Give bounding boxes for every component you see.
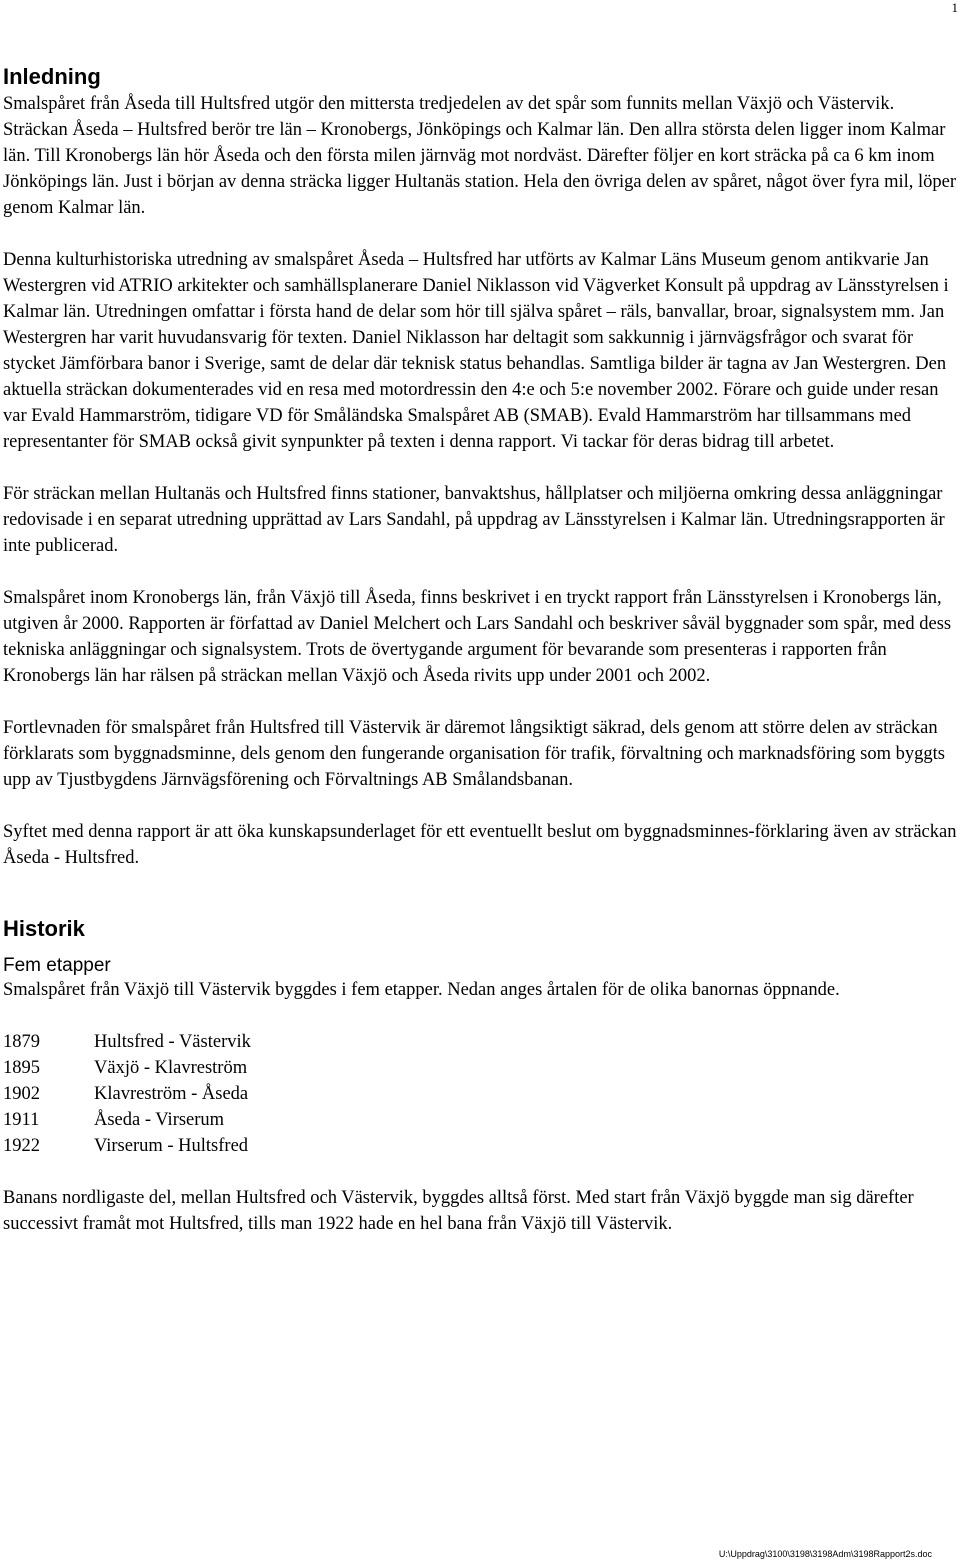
footer-file-path: U:\Uppdrag\3100\3198\3198Adm\3198Rapport2s.doc xyxy=(718,1549,932,1559)
inledning-paragraph-1: Smalspåret från Åseda till Hultsfred utgör den mittersta tredjedelen av det spår som funnits mellan Växjö och Västervik. Sträckan Åseda – Hultsfred berör tre län – Kronobergs, Jönköpings och Kalmar län. Den allra största delen ligger inom Kalmar län. Till Kronobergs län hör Åseda och den första milen järnväg mot nordväst. Därefter följer en kort sträcka på ca 6 km inom Jönköpings län. Just i början av denna sträcka ligger Hultanäs station. Hela den övriga delen av spåret, något över fyra mil, löper genom Kalmar län. xyxy=(3,94,956,218)
page-number: 1 xyxy=(951,0,958,15)
etapp-row xyxy=(3,1107,251,1133)
historik-intro: Smalspåret från Växjö till Västervik byggdes i fem etapper. Nedan anges årtalen för de olika banornas öppnande. xyxy=(3,980,840,1000)
etapp-year: 1911 xyxy=(3,1110,40,1130)
etapp-route: Växjö - Klavreström xyxy=(94,1058,248,1078)
section-heading-historik: Historik xyxy=(3,916,85,941)
etapp-year: 1902 xyxy=(3,1084,40,1104)
etapp-route: Hultsfred - Västervik xyxy=(94,1032,251,1052)
inledning-paragraph-4: Smalspåret inom Kronobergs län, från Växjö till Åseda, finns beskrivet i en tryckt rapport från Länsstyrelsen i Kronobergs län, utgiven år 2000. Rapporten är författad av Daniel Melchert och Lars Sandahl och beskriver såväl byggnader som spår, med dess tekniska anläggningar och signalsystem. Trots de övertygande argument för bevarande som presenteras i rapporten från Kronobergs län har rälsen på sträckan mellan Växjö och Åseda rivits upp under 2001 och 2002. xyxy=(3,588,952,686)
inledning-paragraph-3: För sträckan mellan Hultanäs och Hultsfred finns stationer, banvaktshus, hållplatser och miljöerna omkring dessa anläggningar redovisade i en separat utredning upprättad av Lars Sandahl, på uppdrag av Länsstyrelsen i Kalmar län. Utredningsrapporten är inte publicerad. xyxy=(3,484,945,556)
etapp-year: 1895 xyxy=(3,1058,40,1078)
document-body xyxy=(3,63,958,1237)
etapp-route: Åseda - Virserum xyxy=(94,1110,225,1130)
etapp-row xyxy=(3,1055,251,1081)
inledning-paragraph-2: Denna kulturhistoriska utredning av smalspåret Åseda – Hultsfred har utförts av Kalmar Läns Museum genom antikvarie Jan Westergren vid ATRIO arkitekter och samhällsplanerare Daniel Niklasson vid Vägverket Konsult på uppdrag av Länsstyrelsen i Kalmar län. Utredningen omfattar i första hand de delar som hör till själva spåret – räls, banvallar, broar, signalsystem mm. Jan Westergren har varit huvudansvarig för texten. Daniel Niklasson har deltagit som sakkunnig i järnvägsfrågor och svarat för stycket Jämförbara banor i Sverige, samt de delar där teknisk status behandlas. Samtliga bilder är tagna av Jan Westergren. Den aktuella sträckan dokumenterades vid en resa med motordressin den 4:e och 5:e november 2002. Förare och guide under resan var Evald Hammarström, tidigare VD för Småländska Smalspåret AB (SMAB). Evald Hammarström har tillsammans med representanter för SMAB också givit synpunkter på texten i denna rapport. Vi tackar för deras bidrag till arbetet. xyxy=(3,250,949,452)
etapp-route: Klavreström - Åseda xyxy=(94,1084,249,1104)
inledning-paragraph-6: Syftet med denna rapport är att öka kunskapsunderlaget för ett eventuellt beslut om byggnadsminnes-förklaring även av sträckan Åseda - Hultsfred. xyxy=(3,822,957,868)
etapp-route: Virserum - Hultsfred xyxy=(94,1136,249,1156)
etapp-row xyxy=(3,1081,251,1107)
historik-outro: Banans nordligaste del, mellan Hultsfred och Västervik, byggdes alltså först. Med start från Växjö byggde man sig därefter successivt framåt mot Hultsfred, tills man 1922 hade en hel bana från Växjö till Västervik. xyxy=(3,1188,914,1234)
etapp-year: 1879 xyxy=(3,1032,40,1052)
section-heading-inledning: Inledning xyxy=(3,64,101,89)
etapp-year: 1922 xyxy=(3,1136,40,1156)
etapp-row xyxy=(3,1029,251,1055)
subheading-fem-etapper: Fem etapper xyxy=(3,955,111,976)
etapp-table xyxy=(3,1029,251,1159)
inledning-paragraph-5: Fortlevnaden för smalspåret från Hultsfred till Västervik är däremot långsiktigt säkrad, dels genom att större delen av sträckan förklarats som byggnadsminne, dels genom den fungerande organisation för trafik, förvaltning och marknadsföring som byggts upp av Tjustbygdens Järnvägsförening och Förvaltnings AB Smålandsbanan. xyxy=(3,718,945,790)
etapp-row xyxy=(3,1133,251,1159)
